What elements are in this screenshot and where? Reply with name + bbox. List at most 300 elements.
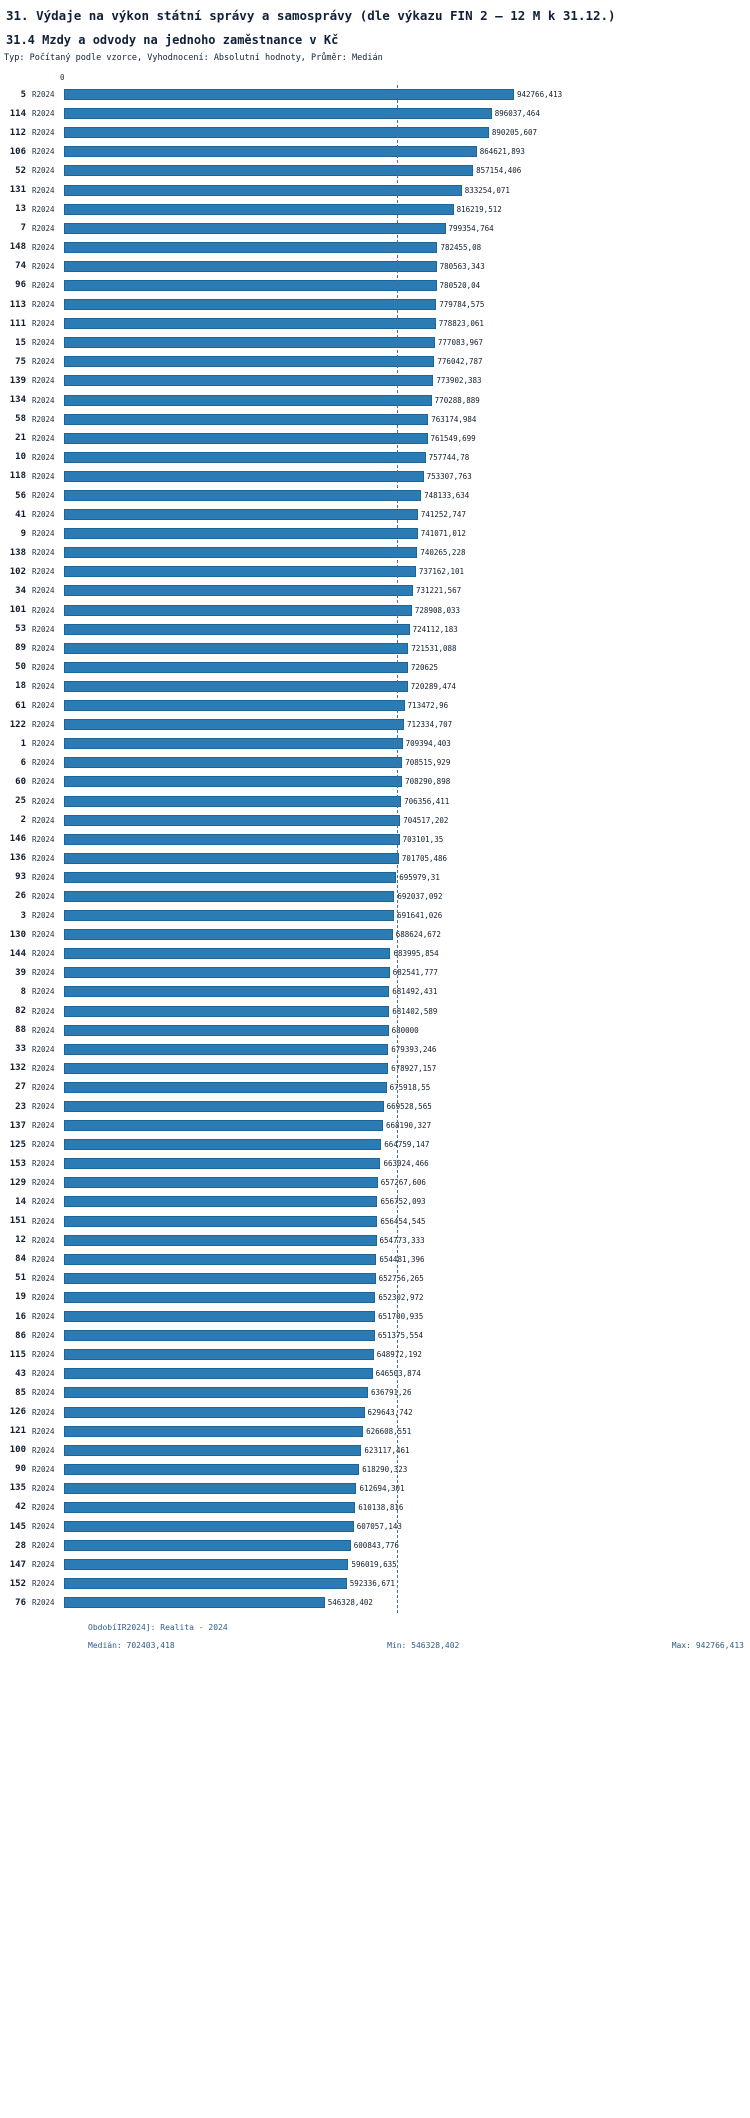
row-series-label: R2024 [32,147,55,157]
bar-container [64,1326,750,1345]
bar-value-label: 646503,874 [375,1369,421,1379]
bar[interactable] [64,1426,363,1437]
bar-container [64,1536,750,1555]
bar[interactable] [64,1254,376,1265]
bar[interactable] [64,1216,377,1227]
row-category-label: 137 [9,1120,26,1131]
row-category-label: 126 [9,1407,26,1418]
row-series-label: R2024 [32,1063,55,1073]
row-series-label: R2024 [32,1331,55,1341]
bar[interactable] [64,1559,348,1570]
bar-container [64,1574,750,1593]
row-series-label: R2024 [32,376,55,386]
row-series-label: R2024 [32,90,55,100]
bar-row [0,1517,750,1536]
bar-value-label: 782455,08 [440,242,482,252]
row-series-label: R2024 [32,1350,55,1360]
row-series-label: R2024 [32,567,55,577]
row-series-label: R2024 [32,452,55,462]
footer-median: Medián: 702403,418 [88,1640,175,1650]
bar-value-label: 656454,545 [380,1216,426,1226]
bar-row [0,1288,750,1307]
bar[interactable] [64,929,393,940]
bar[interactable] [64,757,402,768]
row-category-label: 12 [15,1235,26,1246]
bar-row [0,1059,750,1078]
bar-value-label: 737162,101 [418,567,465,577]
row-series-label: R2024 [32,605,55,615]
bar[interactable] [64,1177,378,1188]
bar-container [64,639,750,658]
bar-container [64,830,750,849]
bar-row [0,1345,750,1364]
bar-container [64,1040,750,1059]
bar-value-label: 701705,486 [401,853,448,863]
bar-row [0,1040,750,1059]
bar[interactable] [64,414,428,425]
bar[interactable] [64,738,403,749]
row-series-label: R2024 [32,491,55,501]
bar-container [64,772,750,791]
row-category-label: 89 [15,643,26,654]
bar[interactable] [64,108,492,119]
bar-row [0,295,750,314]
row-category-label: 61 [15,700,26,711]
bar-row [0,1593,750,1612]
bar[interactable] [64,1445,361,1456]
bar[interactable] [64,1025,389,1036]
row-series-label: R2024 [32,1426,55,1436]
row-category-label: 27 [15,1082,26,1093]
bar-value-label: 626608,551 [366,1426,412,1436]
bar[interactable] [64,280,437,291]
row-category-label: 41 [15,509,26,520]
bar-container [64,219,750,238]
row-series-label: R2024 [32,796,55,806]
row-series-label: R2024 [32,1464,55,1474]
bar[interactable] [64,834,400,845]
bar[interactable] [64,948,390,959]
bar[interactable] [64,1578,347,1589]
bar-value-label: 656752,093 [380,1197,426,1207]
bar-row [0,1269,750,1288]
bar-value-label: 664759,147 [384,1140,430,1150]
row-category-label: 111 [9,318,26,329]
bar-container [64,906,750,925]
row-series-label: R2024 [32,911,55,921]
bar-value-label: 688624,672 [395,930,441,940]
bar[interactable] [64,853,399,864]
bar-row [0,123,750,142]
bar[interactable] [64,1273,376,1284]
bar-value-label: 724112,183 [412,624,458,634]
bar-container [64,887,750,906]
bar[interactable] [64,185,462,196]
row-category-label: 114 [9,108,26,119]
bar-row [0,1326,750,1345]
bar-row [0,753,750,772]
bar-container [64,371,750,390]
bar-row [0,849,750,868]
bar[interactable] [64,1006,389,1017]
bar[interactable] [64,337,435,348]
bar[interactable] [64,471,424,482]
bar-container [64,257,750,276]
row-category-label: 100 [9,1445,26,1456]
footer-stats [88,1641,744,1650]
bar[interactable] [64,146,477,157]
bar[interactable] [64,261,437,272]
bar-container [64,238,750,257]
bar-value-label: 703101,35 [402,834,444,844]
bar-value-label: 681402,589 [392,1006,438,1016]
bar-value-label: 648972,192 [376,1350,422,1360]
bar[interactable] [64,1387,368,1398]
bar-container [64,982,750,1001]
row-series-label: R2024 [32,949,55,959]
bar[interactable] [64,356,434,367]
bar-value-label: 740265,228 [420,548,466,558]
bar[interactable] [64,1483,356,1494]
row-series-label: R2024 [32,1407,55,1417]
bar-rows [0,85,750,1613]
bar[interactable] [64,223,446,234]
bar-value-label: 610138,816 [358,1502,404,1512]
row-series-label: R2024 [32,1216,55,1226]
row-category-label: 60 [15,776,26,787]
row-category-label: 18 [15,681,26,692]
bar[interactable] [64,1368,373,1379]
bar[interactable] [64,872,396,883]
bar-row [0,581,750,600]
bar[interactable] [64,509,418,520]
bar[interactable] [64,1597,325,1608]
bar[interactable] [64,395,432,406]
bar-row [0,1364,750,1383]
bar-value-label: 651375,554 [377,1331,424,1341]
bar-container [64,142,750,161]
row-category-label: 8 [20,986,26,997]
bar-value-label: 708290,898 [405,777,451,787]
bar-value-label: 776042,787 [437,357,483,367]
bar-container [64,1441,750,1460]
bar-container [64,658,750,677]
bar[interactable] [64,204,454,215]
bar-container [64,333,750,352]
bar-container [64,486,750,505]
bar-container [64,1498,750,1517]
row-series-label: R2024 [32,280,55,290]
bar[interactable] [64,1082,387,1093]
bar[interactable] [64,776,402,787]
bar-value-label: 691641,026 [397,911,443,921]
bar[interactable] [64,566,416,577]
bar-container [64,1059,750,1078]
row-series-label: R2024 [32,395,55,405]
bar[interactable] [64,1158,380,1169]
bar-row [0,601,750,620]
bar[interactable] [64,299,436,310]
bar[interactable] [64,1502,355,1513]
bar-value-label: 692037,092 [397,891,443,901]
bar-container [64,1231,750,1250]
row-category-label: 75 [15,356,26,367]
bar[interactable] [64,452,426,463]
bar-row [0,677,750,696]
bar[interactable] [64,700,405,711]
row-series-label: R2024 [32,872,55,882]
bar-value-label: 680000 [391,1025,419,1035]
row-category-label: 139 [9,375,26,386]
row-series-label: R2024 [32,1235,55,1245]
bar-row [0,887,750,906]
bar-container [64,1212,750,1231]
bar[interactable] [64,605,412,616]
bar-row [0,562,750,581]
bar-row [0,505,750,524]
chart-meta: Typ: Počítaný podle vzorce, Vyhodnocení: Absolutní hodnoty, Průměr: Medián [4,53,383,63]
bar-container [64,562,750,581]
bar-container [64,1116,750,1135]
bar[interactable] [64,1311,375,1322]
bar-value-label: 695979,31 [399,872,440,882]
row-category-label: 138 [9,547,26,558]
bar[interactable] [64,662,408,673]
bar-container [64,123,750,142]
bar-row [0,811,750,830]
bar[interactable] [64,643,408,654]
bar-container [64,1345,750,1364]
row-series-label: R2024 [32,815,55,825]
bar-container [64,963,750,982]
bar[interactable] [64,624,410,635]
bar-value-label: 763174,984 [431,414,477,424]
bar-value-label: 596019,635 [351,1560,397,1570]
row-category-label: 121 [9,1426,26,1437]
bar-container [64,1154,750,1173]
bar-row [0,1116,750,1135]
bar-row [0,238,750,257]
bar[interactable] [64,490,421,501]
bar-value-label: 779784,575 [439,300,485,310]
row-category-label: 82 [15,1006,26,1017]
row-category-label: 118 [9,471,26,482]
row-category-label: 53 [15,624,26,635]
bar-row [0,429,750,448]
bar-row [0,1250,750,1269]
bar[interactable] [64,1521,354,1532]
row-series-label: R2024 [32,185,55,195]
bar-container [64,276,750,295]
row-series-label: R2024 [32,701,55,711]
row-series-label: R2024 [32,261,55,271]
row-category-label: 19 [15,1292,26,1303]
axis-top [60,73,744,85]
bar-row [0,1002,750,1021]
row-category-label: 26 [15,891,26,902]
bar-container [64,314,750,333]
bar[interactable] [64,1101,384,1112]
bar-container [64,791,750,810]
bar-value-label: 728908,033 [414,605,461,615]
bar-row [0,1192,750,1211]
bar[interactable] [64,681,408,692]
chart-area [0,73,750,1613]
bar-row [0,772,750,791]
bar-container [64,352,750,371]
bar-container [64,161,750,180]
row-category-label: 2 [20,815,26,826]
bar[interactable] [64,891,394,902]
row-category-label: 86 [15,1330,26,1341]
bar[interactable] [64,242,437,253]
row-category-label: 6 [20,757,26,768]
bar-value-label: 777083,967 [437,338,484,348]
bar[interactable] [64,910,394,921]
bar-value-label: 669528,565 [386,1102,432,1112]
row-category-label: 122 [9,719,26,730]
bar-row [0,715,750,734]
bar[interactable] [64,1044,388,1055]
bar-row [0,1135,750,1154]
row-series-label: R2024 [32,204,55,214]
bar[interactable] [64,1235,377,1246]
bar-row [0,658,750,677]
bar[interactable] [64,89,514,100]
bar[interactable] [64,1464,359,1475]
bar-value-label: 942766,413 [517,90,563,100]
bar-row [0,1173,750,1192]
bar-row [0,1021,750,1040]
row-series-label: R2024 [32,1197,55,1207]
bar[interactable] [64,967,390,978]
bar-value-label: 623117,461 [364,1445,410,1455]
row-series-label: R2024 [32,223,55,233]
bar-row [0,1441,750,1460]
row-category-label: 25 [15,796,26,807]
row-series-label: R2024 [32,242,55,252]
row-series-label: R2024 [32,1502,55,1512]
bar-row [0,1402,750,1421]
row-series-label: R2024 [32,930,55,940]
bar[interactable] [64,1120,383,1131]
bar-value-label: 652756,265 [378,1273,424,1283]
bar[interactable] [64,1540,351,1551]
bar-value-label: 748133,634 [424,491,470,501]
row-series-label: R2024 [32,1044,55,1054]
bar[interactable] [64,796,401,807]
row-category-label: 151 [9,1216,26,1227]
bar[interactable] [64,1407,365,1418]
bar-container [64,1593,750,1612]
bar[interactable] [64,318,436,329]
bar-container [64,85,750,104]
bar[interactable] [64,1139,381,1150]
bar[interactable] [64,547,417,558]
bar-value-label: 706356,411 [404,796,450,806]
bar-container [64,295,750,314]
bar[interactable] [64,433,428,444]
bar[interactable] [64,1349,374,1360]
row-series-label: R2024 [32,109,55,119]
bar-value-label: 857154,406 [476,166,522,176]
bar[interactable] [64,1196,377,1207]
bar[interactable] [64,815,400,826]
bar-row [0,180,750,199]
bar-row [0,333,750,352]
bar-row [0,1422,750,1441]
bar-row [0,161,750,180]
bar-value-label: 780563,343 [439,261,485,271]
bar-container [64,391,750,410]
row-category-label: 58 [15,414,26,425]
bar-row [0,982,750,1001]
row-category-label: 1 [20,738,26,749]
bar[interactable] [64,1292,375,1303]
bar[interactable] [64,585,413,596]
row-series-label: R2024 [32,1598,55,1608]
bar-container [64,1288,750,1307]
bar[interactable] [64,719,404,730]
bar-row [0,219,750,238]
bar-value-label: 753307,763 [426,471,472,481]
bar-container [64,410,750,429]
bar-value-label: 636791,26 [370,1388,412,1398]
bar[interactable] [64,1330,375,1341]
bar-row [0,1536,750,1555]
row-category-label: 147 [9,1559,26,1570]
bar-container [64,1422,750,1441]
footer-min: Min: 546328,402 [387,1640,460,1650]
row-series-label: R2024 [32,1025,55,1035]
row-category-label: 96 [15,280,26,291]
bar[interactable] [64,375,433,386]
bar-row [0,944,750,963]
bar-container [64,944,750,963]
bar[interactable] [64,1063,388,1074]
bar-container [64,1135,750,1154]
bar-container [64,811,750,830]
bar[interactable] [64,127,489,138]
bar-container [64,104,750,123]
bar-row [0,257,750,276]
bar-container [64,1479,750,1498]
bar-value-label: 896037,464 [494,109,540,119]
bar-row [0,85,750,104]
bar[interactable] [64,528,418,539]
bar-value-label: 607057,143 [356,1522,402,1532]
row-series-label: R2024 [32,987,55,997]
bar-container [64,1517,750,1536]
bar-row [0,1307,750,1326]
bar[interactable] [64,165,473,176]
row-category-label: 74 [15,261,26,272]
bar-container [64,1078,750,1097]
row-category-label: 106 [9,146,26,157]
row-category-label: 7 [20,223,26,234]
bar-row [0,1154,750,1173]
bar-container [64,1460,750,1479]
bar[interactable] [64,986,389,997]
bar-row [0,1460,750,1479]
row-series-label: R2024 [32,1121,55,1131]
footer-period-note: ObdobíIR2024]: Realita - 2024 [88,1622,228,1632]
row-category-label: 9 [20,528,26,539]
bar-value-label: 618290,323 [362,1464,408,1474]
bar-container [64,448,750,467]
row-series-label: R2024 [32,586,55,596]
bar-container [64,200,750,219]
